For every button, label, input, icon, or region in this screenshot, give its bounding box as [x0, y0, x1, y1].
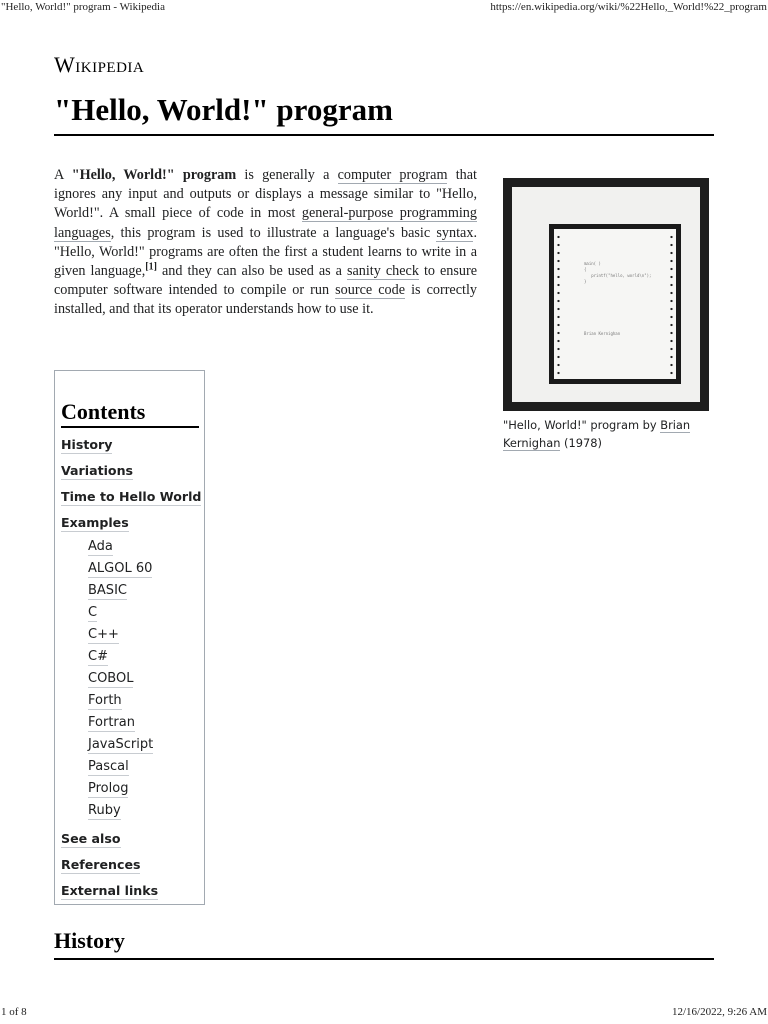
caption-text: (1978) — [560, 436, 602, 450]
paper-border — [549, 224, 681, 384]
intro-text: that ignores any input and outputs or displays a message similar to "Hello, World!". A small piece of code in most — [54, 167, 477, 222]
toc-item-label: Examples — [61, 515, 129, 530]
toc-subitem-label: Pascal — [88, 759, 129, 774]
toc-subitem-label: ALGOL 60 — [88, 561, 153, 576]
link-syntax[interactable]: syntax — [436, 224, 474, 241]
toc-item-see-also[interactable] — [61, 826, 199, 852]
table-of-contents — [54, 370, 205, 905]
link-sanity-check[interactable]: sanity check — [346, 263, 419, 280]
toc-subitem-algol-60[interactable] — [61, 558, 199, 580]
toc-subitem-cobol[interactable] — [61, 668, 199, 690]
toc-item-time-to-hello-world[interactable] — [61, 484, 202, 510]
toc-subitem-csharp[interactable] — [61, 646, 199, 668]
toc-subitem-label: C# — [88, 649, 108, 664]
toc-subitem-ada[interactable] — [61, 536, 199, 558]
toc-item-label: References — [61, 857, 141, 872]
reference-1[interactable]: [1] — [145, 261, 157, 273]
print-datetime: 12/16/2022, 9:26 AM — [671, 1006, 767, 1018]
toc-subitem-javascript[interactable] — [61, 734, 199, 756]
intro-bold-term: "Hello, World!" program — [71, 167, 237, 183]
toc-subitem-label: Fortran — [88, 715, 135, 730]
handwritten-code: main( ) { printf("hello, world\n"); } — [584, 261, 652, 284]
toc-subitem-label: Ruby — [88, 803, 121, 818]
toc-subitem-label: Ada — [88, 539, 113, 554]
frame-mat — [512, 187, 700, 402]
toc-subitem-forth[interactable] — [61, 690, 199, 712]
wikipedia-wordmark: Wikipedia — [54, 52, 145, 77]
page-title: "Hello, World!" program — [54, 92, 714, 136]
toc-item-label: External links — [61, 883, 159, 898]
perforation-left — [557, 233, 560, 375]
toc-subitem-c[interactable] — [61, 602, 199, 624]
intro-text: and they can also be used as a — [156, 263, 347, 280]
intro-text: is generally a — [236, 167, 338, 183]
tractor-feed-paper — [554, 229, 676, 379]
toc-subitem-pascal[interactable] — [61, 756, 199, 778]
toc-item-label: History — [61, 437, 113, 452]
toc-item-history[interactable] — [61, 432, 199, 458]
toc-item-external-links[interactable] — [61, 878, 199, 904]
print-footer — [0, 1006, 768, 1022]
infobox-figure — [503, 178, 709, 452]
print-page-title: "Hello, World!" program - Wikipedia — [1, 1, 165, 13]
intro-text: is correctly installed, and that its operator understands how to use it. — [54, 282, 478, 318]
print-page-number: 1 of 8 — [1, 1006, 27, 1018]
caption-text: "Hello, World!" program by — [503, 418, 661, 432]
print-header — [0, 1, 768, 17]
toc-subitem-prolog[interactable] — [61, 778, 199, 800]
toc-item-label: See also — [61, 831, 121, 846]
toc-subitem-label: BASIC — [88, 583, 127, 598]
perforation-right — [670, 233, 673, 375]
toc-examples-sublist — [61, 536, 199, 822]
link-computer-program[interactable]: computer program — [337, 167, 448, 183]
toc-title: Contents — [61, 398, 199, 428]
toc-subitem-cpp[interactable] — [61, 624, 199, 646]
toc-item-label: Variations — [61, 463, 134, 478]
link-source-code[interactable]: source code — [335, 282, 406, 299]
toc-subitem-label: C++ — [88, 627, 119, 642]
toc-subitem-label: JavaScript — [88, 737, 154, 752]
toc-item-examples[interactable] — [61, 510, 199, 536]
intro-text: A — [54, 167, 72, 183]
toc-subitem-label: Prolog — [88, 781, 129, 796]
intro-text: to ensure computer software intended to compile or run — [54, 263, 478, 299]
link-brian-kernighan[interactable]: Brian Kernighan — [503, 418, 691, 450]
toc-subitem-label: COBOL — [88, 671, 134, 686]
framed-hello-world-image[interactable] — [503, 178, 709, 411]
toc-subitem-fortran[interactable] — [61, 712, 199, 734]
intro-paragraph — [54, 166, 477, 320]
toc-subitem-ruby[interactable] — [61, 800, 199, 822]
toc-subitem-label: C — [88, 605, 98, 620]
section-heading-history: History — [54, 928, 714, 960]
toc-item-variations[interactable] — [61, 458, 199, 484]
toc-subitem-label: Forth — [88, 693, 122, 708]
intro-text: . "Hello, World!" programs are often the first a student learns to write in a given language, — [54, 224, 477, 280]
toc-item-references[interactable] — [61, 852, 199, 878]
print-url: https://en.wikipedia.org/wiki/%22Hello,_World!%22_program — [490, 1, 767, 13]
intro-text: , this program is used to illustrate a language's basic — [110, 224, 437, 241]
figure-caption — [503, 416, 709, 452]
handwritten-signature: Brian Kernighan — [584, 331, 621, 336]
toc-item-label: Time to Hello World — [61, 489, 202, 504]
link-general-purpose-languages[interactable]: general-purpose programming languages — [54, 205, 477, 241]
toc-subitem-basic[interactable] — [61, 580, 199, 602]
